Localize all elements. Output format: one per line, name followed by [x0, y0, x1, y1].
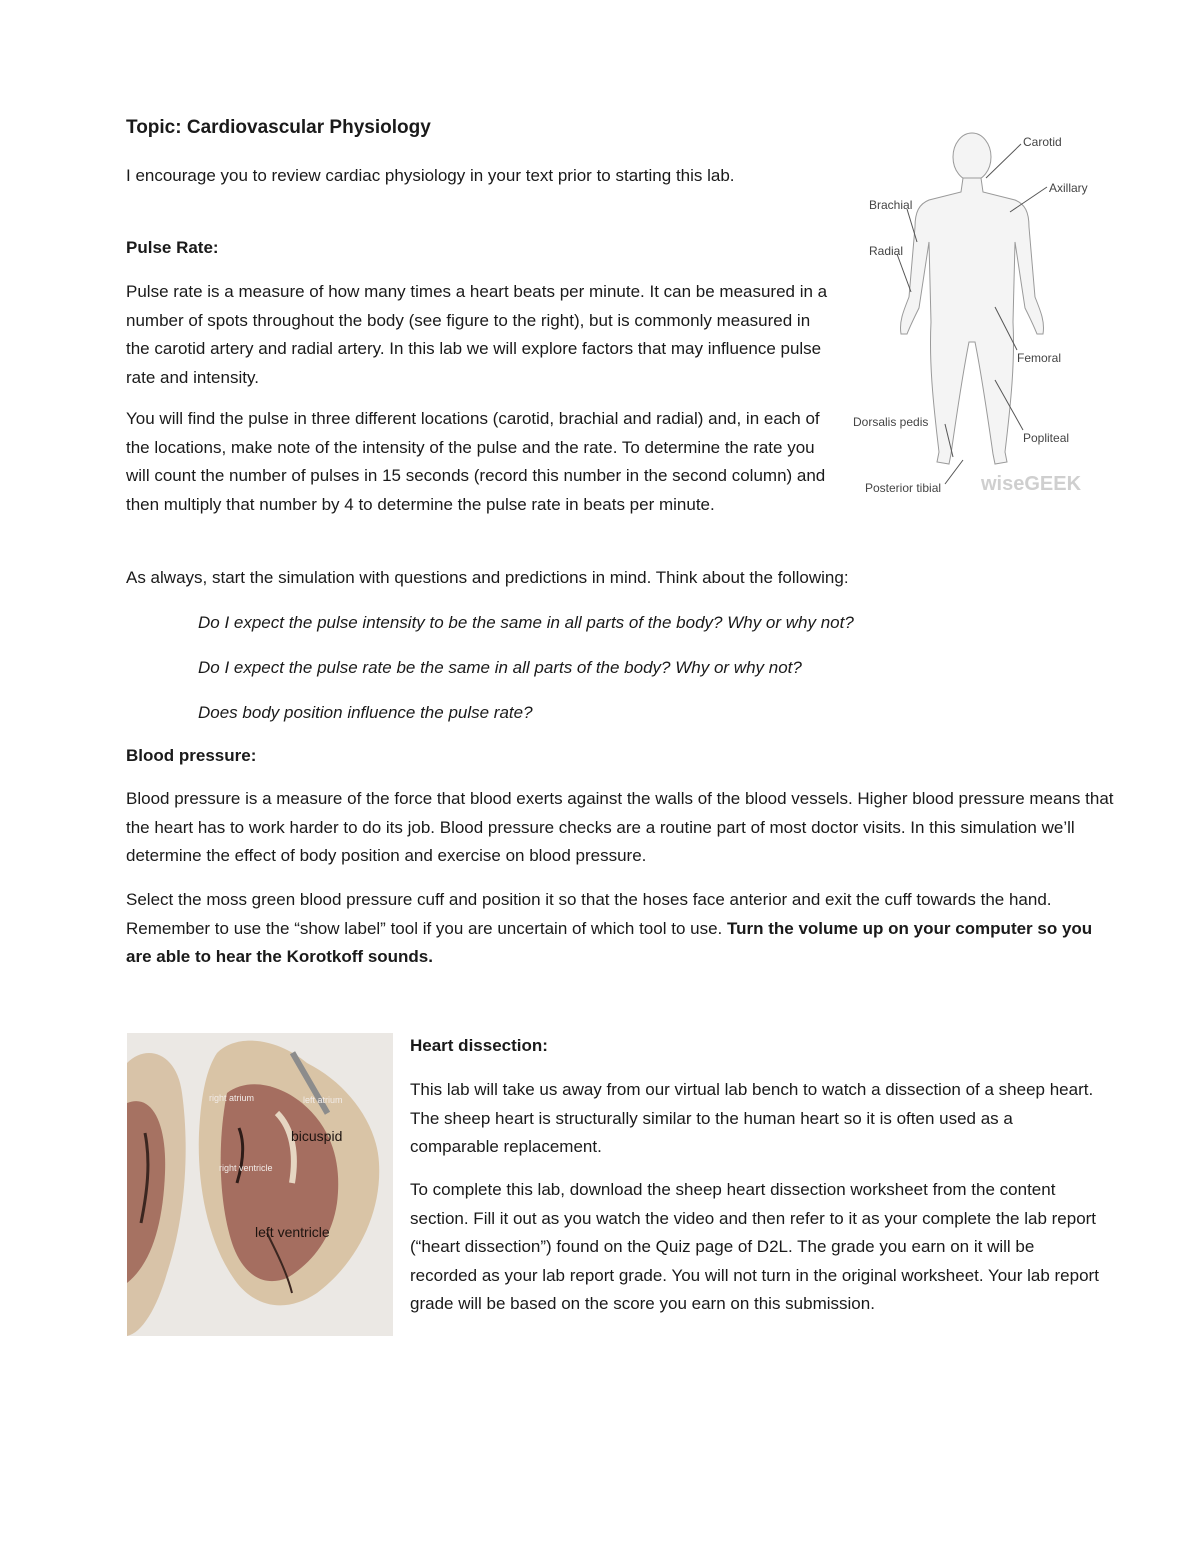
label-carotid: Carotid — [1023, 135, 1062, 149]
label-femoral: Femoral — [1017, 351, 1062, 365]
pulse-location-paragraph: You will find the pulse in three different locations (carotid, brachial and radial) and, in each of the locations, make note of the intensity of the pulse and the rate. To determine the rate you will count the number of pulses in 15 seconds (record this number in the second column) and then multiply that number by 4 to determine the pulse rate in beats per minute. — [126, 409, 826, 514]
label-dorsalis-pedis: Dorsalis pedis — [853, 415, 929, 429]
worksheet-paragraph: To complete this lab, download the sheep heart dissection worksheet from the content section. Fill it out as you watch the video and then refer to it as your complete the lab report (“heart dissection”) found on the Quiz page of D2L. The grade you earn on it will be recorded as your lab report grade. You will not turn in the original worksheet. Your lab report grade will be based on the score you earn on this submission. — [410, 1180, 1099, 1313]
label-brachial: Brachial — [869, 198, 913, 212]
body-outline-image — [845, 112, 1105, 502]
question-pulse-intensity: Do I expect the pulse intensity to be the same in all parts of the body? Why or why not? — [198, 613, 854, 632]
pulse-rate-heading: Pulse Rate: — [126, 238, 219, 257]
cuff-instructions-text: Select the moss green blood pressure cuff and position it so that the hoses face anterior and exit the cuff towards the hand. Remember to use the “show label” tool if you are uncertain of which tool to use. — [126, 890, 1052, 938]
wisegeek-watermark: wiseGEEK — [981, 473, 1082, 495]
volume-instruction: Turn the volume up on your computer so you are able to hear the Korotkoff sounds. — [126, 918, 1093, 966]
label-axillary: Axillary — [1049, 181, 1088, 195]
predictions-paragraph: As always, start the simulation with questions and predictions in mind. Think about the following: — [126, 568, 849, 587]
label-posterior-tibial: Posterior tibial — [865, 481, 942, 495]
question-pulse-rate: Do I expect the pulse rate be the same in all parts of the body? Why or why not? — [198, 658, 802, 677]
blood-pressure-heading: Blood pressure: — [126, 746, 257, 765]
pulse-points-figure — [845, 112, 1105, 502]
label-bicuspid: bicuspid — [291, 1128, 343, 1144]
blood-pressure-paragraph: Blood pressure is a measure of the force that blood exerts against the walls of the blood vessels. Higher blood pressure means that the heart has to work harder to do its job. Blood pressure checks are a routine part of most doctor visits. In this simulation we’ll determine the effect of body position and exercise on blood pressure. — [126, 789, 1114, 865]
label-radial: Radial — [869, 244, 904, 258]
label-right-atrium: right atrium — [209, 1093, 255, 1103]
page-title: Topic: Cardiovascular Physiology — [126, 117, 431, 138]
label-popliteal: Popliteal — [1023, 431, 1070, 445]
heart-dissection-heading: Heart dissection: — [410, 1036, 548, 1055]
pulse-rate-paragraph: Pulse rate is a measure of how many times a heart beats per minute. It can be measured in a number of spots throughout the body (see figure to the right), but is commonly measured in the carotid artery and radial artery. In this lab we will explore factors that may influence pulse rate and intensity. — [126, 282, 828, 387]
question-body-position: Does body position influence the pulse rate? — [198, 703, 533, 722]
label-left-atrium: left atrium — [303, 1095, 343, 1105]
sheep-heart-photo — [127, 1033, 393, 1336]
label-left-ventricle: left ventricle — [255, 1224, 330, 1240]
label-right-ventricle: right ventricle — [219, 1163, 273, 1173]
cuff-instructions-paragraph — [126, 886, 1096, 972]
heart-dissection-image — [127, 1033, 393, 1336]
heart-dissection-paragraph: This lab will take us away from our virtual lab bench to watch a dissection of a sheep heart. The sheep heart is structurally similar to the human heart so it is often used as a comparable replacement. — [410, 1080, 1094, 1156]
intro-paragraph: I encourage you to review cardiac physiology in your text prior to starting this lab. — [126, 166, 735, 185]
